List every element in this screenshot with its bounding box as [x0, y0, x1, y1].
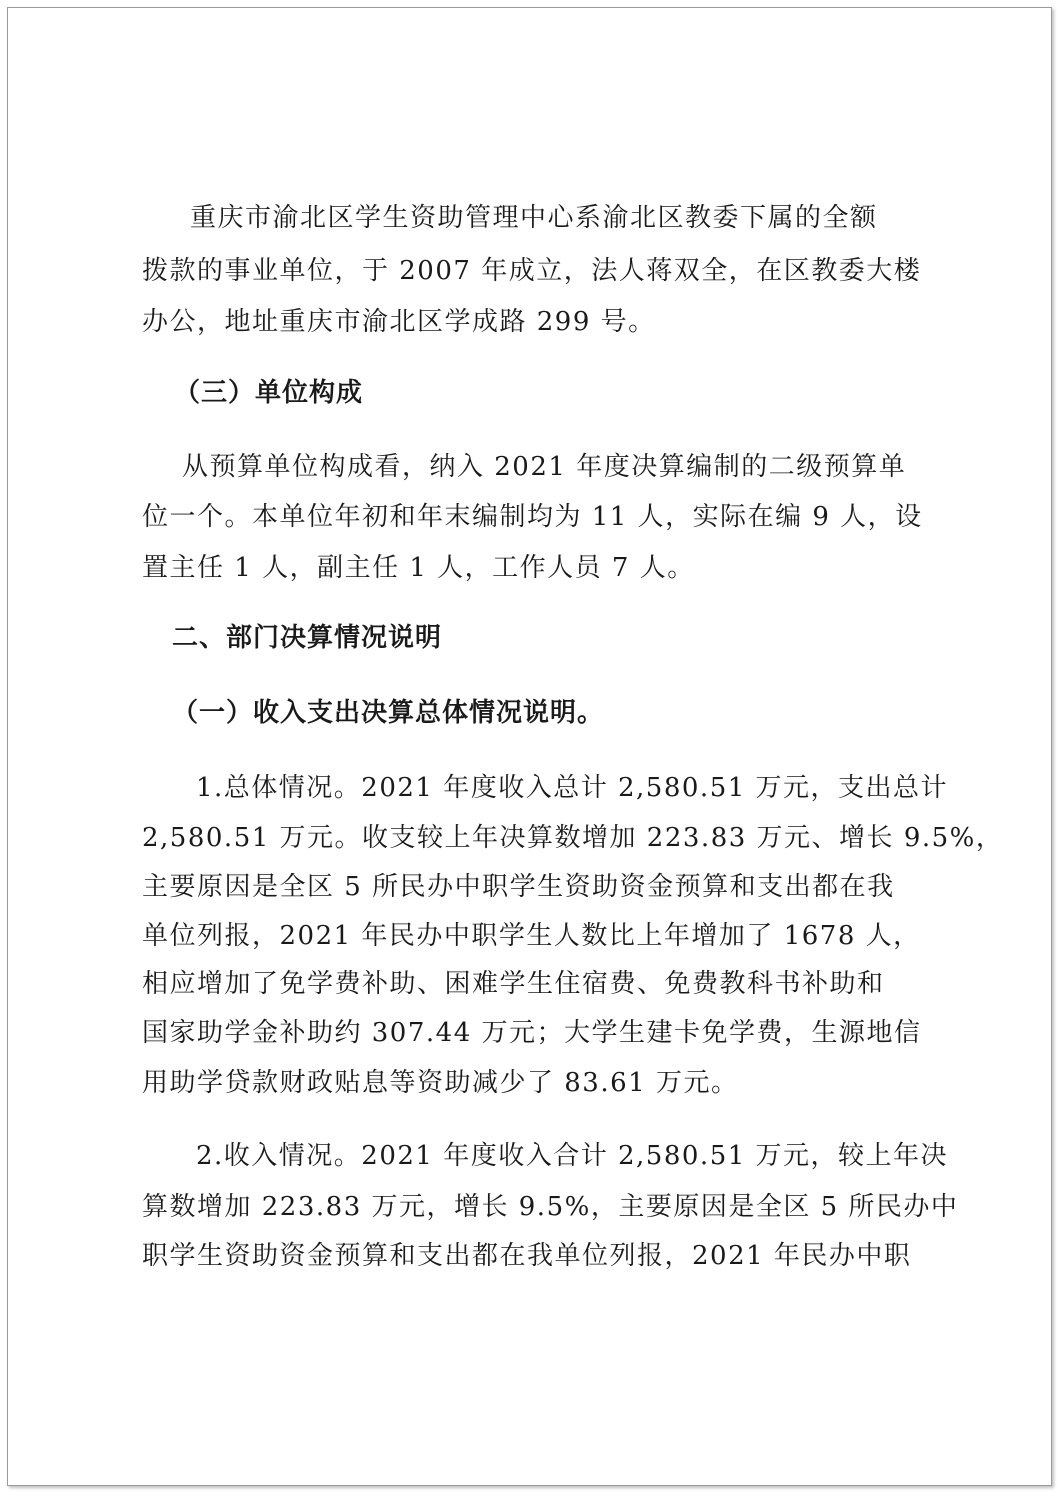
- paragraph-3-line-3: 主要原因是全区 5 所民办中职学生资助资金预算和支出都在我: [142, 872, 895, 902]
- paragraph-3-line-1: 1.总体情况。2021 年度收入总计 2,580.51 万元，支出总计: [196, 773, 949, 803]
- heading-unit-composition: （三）单位构成: [174, 378, 364, 408]
- paragraph-4-line-3: 职学生资助资金预算和支出都在我单位列报，2021 年民办中职: [142, 1241, 912, 1271]
- heading-section-two: 二、部门决算情况说明: [172, 623, 443, 653]
- paragraph-1-line-3: 办公，地址重庆市渝北区学成路 299 号。: [142, 307, 656, 337]
- paragraph-3-line-6: 国家助学金补助约 307.44 万元；大学生建卡免学费，生源地信: [142, 1018, 922, 1048]
- paragraph-3-line-2: 2,580.51 万元。收支较上年决算数增加 223.83 万元、增长 9.5%，: [142, 823, 1004, 853]
- paragraph-3-line-4: 单位列报，2021 年民办中职学生人数比上年增加了 1678 人，: [142, 921, 921, 951]
- paragraph-2-line-1: 从预算单位构成看，纳入 2021 年度决算编制的二级预算单: [182, 452, 907, 482]
- paragraph-1-line-1: 重庆市渝北区学生资助管理中心系渝北区教委下属的全额: [190, 203, 878, 233]
- paragraph-2-line-3: 置主任 1 人，副主任 1 人，工作人员 7 人。: [142, 553, 695, 583]
- paragraph-1-line-2: 拨款的事业单位，于 2007 年成立，法人蒋双全，在区教委大楼: [142, 256, 922, 286]
- paragraph-4-line-1: 2.收入情况。2021 年度收入合计 2,580.51 万元，较上年决: [196, 1141, 949, 1171]
- paragraph-3-line-5: 相应增加了免学费补助、困难学生住宿费、免费教科书补助和: [142, 969, 885, 999]
- paragraph-4-line-2: 算数增加 223.83 万元，增长 9.5%，主要原因是全区 5 所民办中: [142, 1192, 959, 1222]
- paragraph-2-line-2: 位一个。本单位年初和年末编制均为 11 人，实际在编 9 人，设: [142, 502, 923, 532]
- heading-income-expense-overview: （一）收入支出决算总体情况说明。: [172, 698, 605, 728]
- paragraph-3-line-7: 用助学贷款财政贴息等资助减少了 83.61 万元。: [142, 1068, 739, 1098]
